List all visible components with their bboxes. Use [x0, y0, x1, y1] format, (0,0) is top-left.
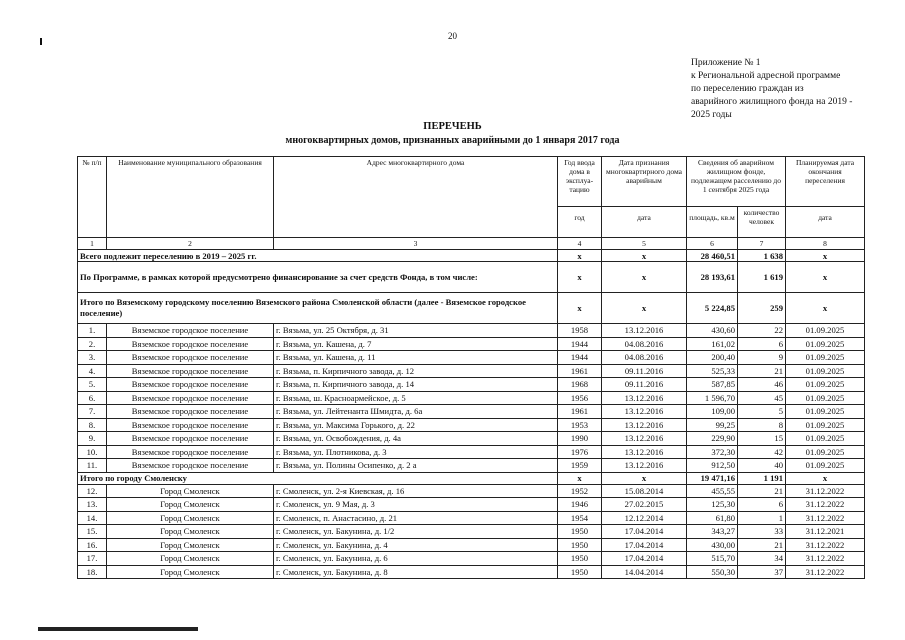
summary-label: Итого по Вяземскому городскому поселению Вяземского района Смоленской области (далее - Вяземское городское поселение) [78, 293, 558, 324]
row-date-recognized: 12.12.2014 [602, 511, 687, 525]
row-people: 40 [738, 459, 786, 473]
header-municipality: Наименование муниципального образования [107, 157, 274, 238]
row-area: 109,00 [687, 405, 738, 419]
row-area: 515,70 [687, 552, 738, 566]
summary-label: По Программе, в рамках которой предусмотрено финансирование за счет средств Фонда, в том числе: [78, 262, 558, 293]
column-number: 3 [274, 238, 558, 250]
row-number: 14. [78, 511, 107, 525]
table-row [78, 324, 865, 338]
summary-people: 1 619 [738, 262, 786, 293]
row-number: 17. [78, 552, 107, 566]
row-area: 455,55 [687, 484, 738, 498]
row-address: г. Вязьма, ул. Кашена, д. 11 [274, 351, 558, 365]
table-row [78, 391, 865, 405]
row-planned-date: 01.09.2025 [786, 351, 865, 365]
table-row [78, 405, 865, 419]
row-year: 1976 [558, 445, 602, 459]
row-address: г. Вязьма, п. Кирпичного завода, д. 14 [274, 378, 558, 392]
summary-people: 1 191 [738, 472, 786, 484]
row-area: 430,00 [687, 538, 738, 552]
row-people: 33 [738, 525, 786, 539]
page-number: 20 [448, 31, 457, 41]
header-year: Год ввода дома в эксплуа-тацию [558, 157, 602, 207]
appendix-line: 2025 годы [691, 110, 732, 120]
row-year: 1946 [558, 498, 602, 512]
table-row [78, 337, 865, 351]
row-planned-date: 01.09.2025 [786, 459, 865, 473]
column-number-row [78, 238, 865, 250]
table-row [78, 552, 865, 566]
row-people: 6 [738, 498, 786, 512]
row-address: г. Вязьма, ул. Кашена, д. 7 [274, 337, 558, 351]
summary-people: 1 638 [738, 250, 786, 262]
row-planned-date: 01.09.2025 [786, 445, 865, 459]
row-municipality: Вяземское городское поселение [107, 418, 274, 432]
row-year: 1944 [558, 351, 602, 365]
row-year: 1950 [558, 552, 602, 566]
row-planned-date: 01.09.2025 [786, 364, 865, 378]
row-address: г. Вязьма, ул. Освобождения, д. 4а [274, 432, 558, 446]
row-address: г. Вязьма, ул. 25 Октября, д. 31 [274, 324, 558, 338]
row-number: 15. [78, 525, 107, 539]
summary-row-total [78, 250, 865, 262]
row-planned-date: 31.12.2022 [786, 484, 865, 498]
row-planned-date: 01.09.2025 [786, 337, 865, 351]
row-date-recognized: 13.12.2016 [602, 391, 687, 405]
row-number: 4. [78, 364, 107, 378]
appendix-line: Приложение № 1 [691, 58, 761, 68]
table-row [78, 565, 865, 579]
row-municipality: Вяземское городское поселение [107, 459, 274, 473]
row-date-recognized: 13.12.2016 [602, 418, 687, 432]
document-subtitle: многоквартирных домов, признанных аварийными до 1 января 2017 года [285, 135, 620, 146]
row-year: 1961 [558, 405, 602, 419]
row-year: 1944 [558, 337, 602, 351]
row-date-recognized: 13.12.2016 [602, 459, 687, 473]
row-planned-date: 31.12.2022 [786, 538, 865, 552]
summary-date: x [602, 472, 687, 484]
row-address: г. Смоленск, ул. Бакунина, д. 1/2 [274, 525, 558, 539]
summary-date: x [602, 262, 687, 293]
row-address: г. Смоленск, ул. Бакунина, д. 8 [274, 565, 558, 579]
summary-year: x [558, 250, 602, 262]
row-area: 125,30 [687, 498, 738, 512]
table-row [78, 364, 865, 378]
header-num: № п/п [78, 157, 107, 238]
row-date-recognized: 14.04.2014 [602, 565, 687, 579]
summary-planned: x [786, 293, 865, 324]
row-area: 1 596,70 [687, 391, 738, 405]
subheader-people: количество человек [738, 207, 786, 238]
row-number: 2. [78, 337, 107, 351]
summary-year: x [558, 293, 602, 324]
table-row [78, 484, 865, 498]
column-number: 5 [602, 238, 687, 250]
row-people: 21 [738, 364, 786, 378]
row-year: 1961 [558, 364, 602, 378]
table-row [78, 498, 865, 512]
row-address: г. Смоленск, ул. Бакунина, д. 6 [274, 552, 558, 566]
subheader-area: площадь, кв.м [687, 207, 738, 238]
row-area: 550,30 [687, 565, 738, 579]
summary-row-fund [78, 262, 865, 293]
row-date-recognized: 17.04.2014 [602, 525, 687, 539]
summary-area: 28 193,61 [687, 262, 738, 293]
summary-label: Итого по городу Смоленску [78, 472, 558, 484]
row-year: 1950 [558, 565, 602, 579]
row-municipality: Вяземское городское поселение [107, 391, 274, 405]
summary-year: x [558, 472, 602, 484]
row-municipality: Вяземское городское поселение [107, 405, 274, 419]
row-date-recognized: 13.12.2016 [602, 405, 687, 419]
row-municipality: Вяземское городское поселение [107, 432, 274, 446]
row-people: 34 [738, 552, 786, 566]
row-people: 5 [738, 405, 786, 419]
appendix-line: по переселению граждан из [691, 84, 804, 94]
row-area: 61,80 [687, 511, 738, 525]
row-number: 12. [78, 484, 107, 498]
row-year: 1959 [558, 459, 602, 473]
table-row [78, 445, 865, 459]
subheader-planned: дата [786, 207, 865, 238]
table-row [78, 418, 865, 432]
row-number: 16. [78, 538, 107, 552]
table-row [78, 525, 865, 539]
row-municipality: Вяземское городское поселение [107, 337, 274, 351]
row-date-recognized: 17.04.2014 [602, 552, 687, 566]
row-number: 11. [78, 459, 107, 473]
row-date-recognized: 27.02.2015 [602, 498, 687, 512]
column-number: 8 [786, 238, 865, 250]
row-address: г. Вязьма, ул. Плотникова, д. 3 [274, 445, 558, 459]
table-row [78, 432, 865, 446]
scan-mark [38, 627, 198, 631]
row-municipality: Вяземское городское поселение [107, 351, 274, 365]
row-people: 45 [738, 391, 786, 405]
row-area: 525,33 [687, 364, 738, 378]
summary-year: x [558, 262, 602, 293]
column-number: 6 [687, 238, 738, 250]
row-number: 13. [78, 498, 107, 512]
header-planned: Планируемая дата окончания переселения [786, 157, 865, 207]
row-area: 912,50 [687, 459, 738, 473]
summary-planned: x [786, 262, 865, 293]
row-people: 21 [738, 484, 786, 498]
summary-area: 5 224,85 [687, 293, 738, 324]
row-address: г. Вязьма, ул. Лейтенанта Шмидта, д. 6а [274, 405, 558, 419]
row-date-recognized: 13.12.2016 [602, 445, 687, 459]
table-row [78, 538, 865, 552]
row-year: 1952 [558, 484, 602, 498]
row-people: 46 [738, 378, 786, 392]
row-planned-date: 01.09.2025 [786, 391, 865, 405]
row-municipality: Город Смоленск [107, 498, 274, 512]
buildings-table [77, 156, 865, 579]
summary-area: 19 471,16 [687, 472, 738, 484]
row-municipality: Город Смоленск [107, 511, 274, 525]
row-people: 6 [738, 337, 786, 351]
row-address: г. Смоленск, ул. 2-я Киевская, д. 16 [274, 484, 558, 498]
row-number: 9. [78, 432, 107, 446]
column-number: 2 [107, 238, 274, 250]
row-year: 1956 [558, 391, 602, 405]
row-number: 1. [78, 324, 107, 338]
row-people: 15 [738, 432, 786, 446]
summary-label: Всего подлежит переселению в 2019 – 2025 гг. [78, 250, 558, 262]
row-municipality: Вяземское городское поселение [107, 445, 274, 459]
row-year: 1950 [558, 538, 602, 552]
row-municipality: Город Смоленск [107, 552, 274, 566]
row-planned-date: 31.12.2022 [786, 552, 865, 566]
row-number: 3. [78, 351, 107, 365]
row-year: 1953 [558, 418, 602, 432]
appendix-line: к Региональной адресной программе [691, 71, 841, 81]
row-address: г. Вязьма, ул. Максима Горького, д. 22 [274, 418, 558, 432]
row-area: 587,85 [687, 378, 738, 392]
row-planned-date: 01.09.2025 [786, 378, 865, 392]
row-year: 1990 [558, 432, 602, 446]
row-people: 1 [738, 511, 786, 525]
row-people: 9 [738, 351, 786, 365]
row-municipality: Город Смоленск [107, 538, 274, 552]
row-municipality: Город Смоленск [107, 484, 274, 498]
row-municipality: Город Смоленск [107, 565, 274, 579]
row-people: 22 [738, 324, 786, 338]
row-date-recognized: 15.08.2014 [602, 484, 687, 498]
row-area: 372,30 [687, 445, 738, 459]
row-planned-date: 01.09.2025 [786, 324, 865, 338]
row-municipality: Вяземское городское поселение [107, 364, 274, 378]
row-address: г. Вязьма, ш. Красноармейское, д. 5 [274, 391, 558, 405]
subheader-date: дата [602, 207, 687, 238]
row-area: 161,02 [687, 337, 738, 351]
row-area: 99,25 [687, 418, 738, 432]
summary-row-smolensk [78, 472, 865, 484]
summary-planned: x [786, 250, 865, 262]
document-title: ПЕРЕЧЕНЬ [423, 121, 482, 132]
header-date-recognized: Дата признания многоквартирного дома аварийным [602, 157, 687, 207]
row-area: 430,60 [687, 324, 738, 338]
row-address: г. Смоленск, ул. Бакунина, д. 4 [274, 538, 558, 552]
row-area: 229,90 [687, 432, 738, 446]
row-year: 1954 [558, 511, 602, 525]
row-people: 37 [738, 565, 786, 579]
row-municipality: Город Смоленск [107, 525, 274, 539]
table-row [78, 351, 865, 365]
table-row [78, 378, 865, 392]
summary-planned: x [786, 472, 865, 484]
summary-date: x [602, 293, 687, 324]
row-municipality: Вяземское городское поселение [107, 378, 274, 392]
row-people: 42 [738, 445, 786, 459]
row-date-recognized: 04.08.2016 [602, 351, 687, 365]
appendix-line: аварийного жилищного фонда на 2019 - [691, 97, 853, 107]
row-number: 6. [78, 391, 107, 405]
row-number: 7. [78, 405, 107, 419]
summary-date: x [602, 250, 687, 262]
row-date-recognized: 09.11.2016 [602, 364, 687, 378]
row-planned-date: 31.12.2022 [786, 511, 865, 525]
subheader-year: год [558, 207, 602, 238]
header-info: Сведения об аварийном жилищном фонде, подлежащем расселению до 1 сентября 2025 года [687, 157, 786, 207]
row-people: 21 [738, 538, 786, 552]
row-number: 5. [78, 378, 107, 392]
row-municipality: Вяземское городское поселение [107, 324, 274, 338]
row-number: 18. [78, 565, 107, 579]
column-number: 7 [738, 238, 786, 250]
row-planned-date: 01.09.2025 [786, 405, 865, 419]
row-planned-date: 31.12.2022 [786, 498, 865, 512]
row-address: г. Смоленск, ул. 9 Мая, д. 3 [274, 498, 558, 512]
summary-people: 259 [738, 293, 786, 324]
row-planned-date: 01.09.2025 [786, 418, 865, 432]
row-planned-date: 31.12.2022 [786, 565, 865, 579]
row-area: 200,40 [687, 351, 738, 365]
row-date-recognized: 13.12.2016 [602, 432, 687, 446]
row-year: 1958 [558, 324, 602, 338]
row-planned-date: 01.09.2025 [786, 432, 865, 446]
row-planned-date: 31.12.2021 [786, 525, 865, 539]
table-row [78, 459, 865, 473]
row-people: 8 [738, 418, 786, 432]
row-address: г. Вязьма, п. Кирпичного завода, д. 12 [274, 364, 558, 378]
row-address: г. Вязьма, ул. Полины Осипенко, д. 2 а [274, 459, 558, 473]
row-number: 10. [78, 445, 107, 459]
row-address: г. Смоленск, п. Анастасино, д. 21 [274, 511, 558, 525]
summary-area: 28 460,51 [687, 250, 738, 262]
row-date-recognized: 09.11.2016 [602, 378, 687, 392]
column-number: 4 [558, 238, 602, 250]
row-year: 1950 [558, 525, 602, 539]
row-year: 1968 [558, 378, 602, 392]
column-number: 1 [78, 238, 107, 250]
header-address: Адрес многоквартирного дома [274, 157, 558, 238]
row-area: 343,27 [687, 525, 738, 539]
row-date-recognized: 13.12.2016 [602, 324, 687, 338]
row-number: 8. [78, 418, 107, 432]
row-date-recognized: 04.08.2016 [602, 337, 687, 351]
table-row [78, 511, 865, 525]
summary-row-vyazma [78, 293, 865, 324]
row-date-recognized: 17.04.2014 [602, 538, 687, 552]
header-row [78, 157, 865, 207]
appendix-note [691, 57, 891, 122]
